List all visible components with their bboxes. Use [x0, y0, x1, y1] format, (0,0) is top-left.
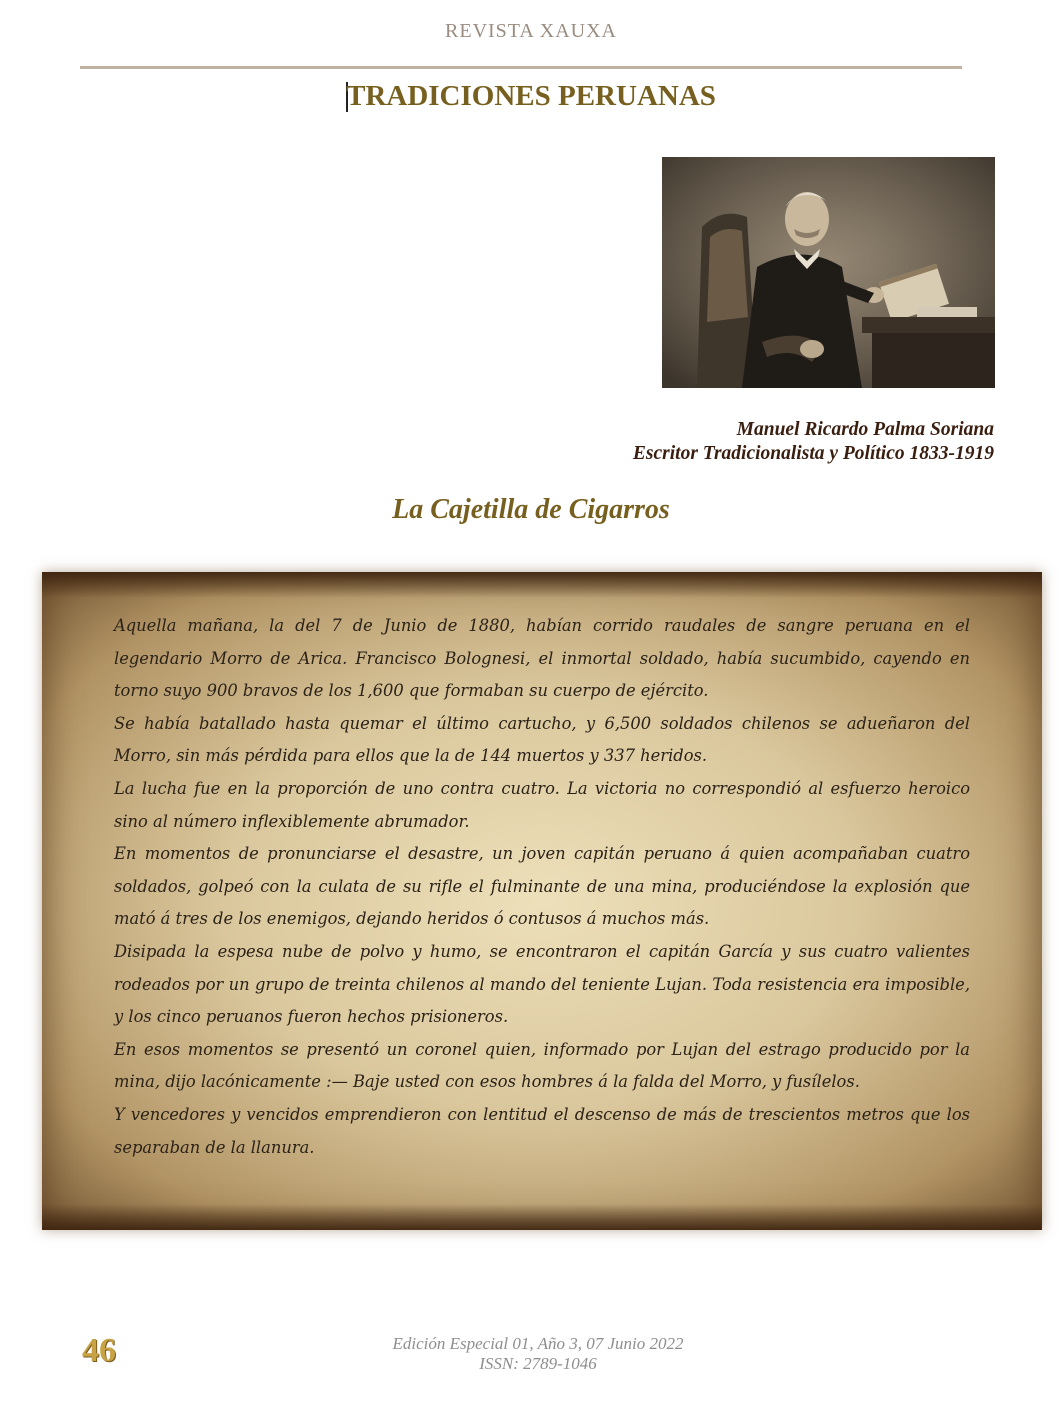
story-paragraph: En esos momentos se presentó un coronel quien, informado por Lujan del estrago producido por la mina, dijo lacónicamente :— Baje usted con esos hombres á la falda del Morro, y fusílelos.: [114, 1039, 970, 1092]
story-paragraph: Se había batallado hasta quemar el último cartucho, y 6,500 soldados chilenos se adueñaron del Morro, sin más pérdida para ellos que la de 144 muertos y 337 heridos.: [114, 713, 970, 766]
section-title: TRADICIONES PERUANAS: [346, 80, 716, 112]
author-caption: [633, 418, 994, 466]
author-portrait: [662, 157, 995, 388]
story-paragraph: La lucha fue en la proporción de uno contra cuatro. La victoria no correspondió al esfuerzo heroico sino al número inflexiblemente abrumador.: [114, 778, 970, 831]
author-description: Escritor Tradicionalista y Político 1833-1919: [632, 443, 994, 464]
page-number: 46: [82, 1332, 116, 1369]
parchment-burnt-edge-top: [42, 572, 1042, 598]
footer-info: [0, 1334, 1062, 1374]
author-name: Manuel Ricardo Palma Soriana: [736, 419, 994, 440]
story-paragraph: Disipada la espesa nube de polvo y humo, se encontraron el capitán García y sus cuatro valientes rodeados por un grupo de treinta chilenos al mando del teniente Lujan. Toda resistencia era imposible, y los cinco peruanos fueron hechos prisioneros.: [114, 941, 970, 1027]
story-paragraph: Aquella mañana, la del 7 de Junio de 1880, habían corrido raudales de sangre peruana en el legendario Morro de Arica. Francisco Bolognesi, el inmortal soldado, había sucumbido, cayendo en torno suyo 900 bravos de los 1,600 que formaban su cuerpo de ejército.: [114, 616, 970, 701]
portrait-illustration: [662, 157, 995, 388]
issn-info: ISSN: 2789-1046: [479, 1354, 597, 1373]
edition-info: Edición Especial 01, Año 3, 07 Junio 2022: [392, 1334, 684, 1353]
header-divider: [80, 66, 962, 69]
story-paragraph: En momentos de pronunciarse el desastre, un joven capitán peruano á quien acompañaban cuatro soldados, golpeó con la culata de su rifle el fulminante de una mina, produciéndose la explosión que mató á tres de los enemigos, dejando heridos ó contusos á muchos más.: [114, 844, 970, 929]
story-title: La Cajetilla de Cigarros: [392, 494, 670, 525]
parchment-burnt-edge-bottom: [42, 1204, 1042, 1230]
story-body: [114, 610, 970, 1164]
parchment-panel: [42, 572, 1042, 1230]
magazine-name: REVISTA XAUXA: [445, 20, 617, 42]
story-paragraph: Y vencedores y vencidos emprendieron con lentitud el descenso de más de trescientos metros que los separaban de la llanura.: [114, 1104, 970, 1157]
